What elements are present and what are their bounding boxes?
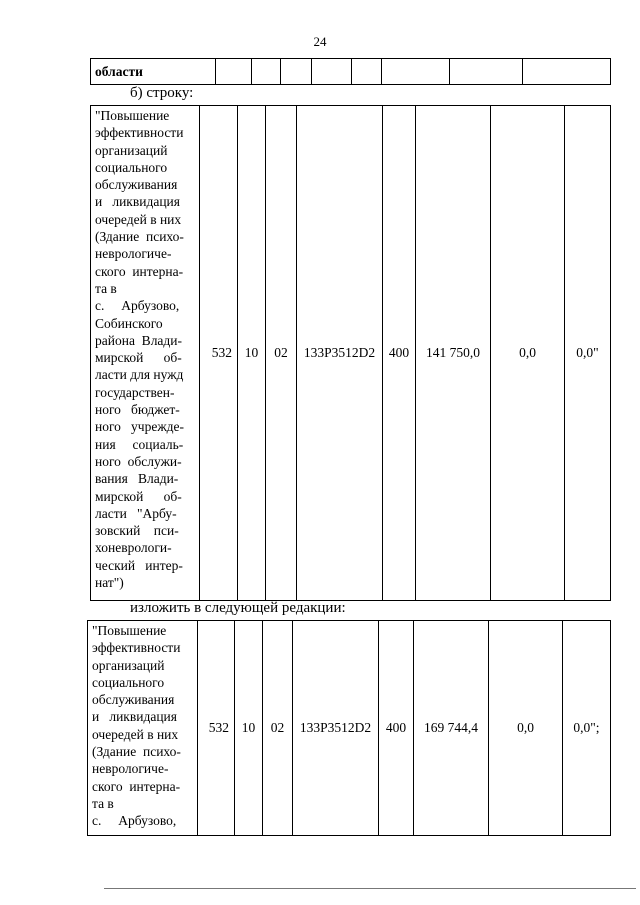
budget-table-header-fragment: [90, 58, 611, 85]
caption-row-reference: б) строку:: [130, 85, 194, 101]
page-number: 24: [313, 34, 327, 49]
description-line: ласти "Арбу-: [95, 505, 177, 521]
description-line: социального: [92, 674, 165, 690]
description-line: организаций: [92, 657, 165, 673]
empty-cell: [216, 59, 252, 85]
row-label: области: [91, 59, 216, 85]
description-line: хоневрологи-: [95, 540, 172, 556]
empty-cell: [352, 59, 382, 85]
caption-edit-instruction: изложить в следующей редакции:: [130, 600, 346, 616]
description-line: ния социаль-: [95, 436, 184, 452]
description-line: обслуживания: [95, 177, 178, 193]
target-article-cell: 133Р3512D2: [293, 621, 379, 836]
description-line: та в: [95, 280, 117, 296]
row-description: [91, 106, 200, 601]
table-row: [91, 106, 611, 601]
subsection-code-cell: 02: [266, 106, 297, 601]
amount-2-cell: 0,0: [489, 621, 563, 836]
description-line: неврологиче-: [95, 246, 172, 262]
description-line: государствен-: [95, 384, 175, 400]
target-article-cell: 133Р3512D2: [297, 106, 383, 601]
description-line: района Влади-: [95, 332, 183, 348]
description-line: ного учрежде-: [95, 419, 185, 435]
description-line: ческий интер-: [95, 557, 183, 573]
empty-cell: [252, 59, 281, 85]
empty-cell: [312, 59, 352, 85]
budget-table-old-row: [90, 105, 611, 601]
description-line: ского интерна-: [95, 263, 184, 279]
row-description: [88, 621, 198, 836]
description-line: ного бюджет-: [95, 402, 180, 418]
amount-3-cell: 0,0": [565, 106, 611, 601]
description-line: эффективности: [92, 640, 181, 656]
ministry-code-cell: 532: [198, 621, 235, 836]
description-line: "Повышение: [92, 623, 167, 638]
description-line: неврологиче-: [92, 761, 169, 777]
description-line: ного обслужи-: [95, 453, 182, 469]
description-line: ласти для нужд: [95, 367, 184, 383]
description-line: мирской об-: [95, 350, 182, 366]
description-line: с. Арбузово,: [92, 813, 177, 829]
empty-cell: [450, 59, 523, 85]
expense-type-cell: 400: [379, 621, 414, 836]
description-line: обслуживания: [92, 692, 175, 708]
description-line: зовский пси-: [95, 523, 179, 539]
description-line: Собинского: [95, 315, 163, 331]
description-line: очередей в них: [92, 726, 179, 742]
expense-type-cell: 400: [383, 106, 416, 601]
description-line: нат"): [95, 575, 124, 591]
description-line: очередей в них: [95, 211, 182, 227]
description-line: с. Арбузово,: [95, 298, 180, 314]
amount-2-cell: 0,0: [491, 106, 565, 601]
empty-cell: [281, 59, 312, 85]
table-row: [91, 59, 611, 85]
description-line: "Повышение: [95, 108, 170, 123]
description-line: эффективности: [95, 125, 184, 141]
subsection-code-cell: 02: [263, 621, 293, 836]
description-line: (Здание психо-: [95, 229, 184, 245]
budget-table-new-row: [87, 620, 611, 836]
empty-cell: [382, 59, 450, 85]
description-line: ского интерна-: [92, 778, 181, 794]
description-line: мирской об-: [95, 488, 182, 504]
amount-1-cell: 141 750,0: [416, 106, 491, 601]
amount-3-cell: 0,0";: [563, 621, 611, 836]
description-line: вания Влади-: [95, 471, 179, 487]
section-code-cell: 10: [238, 106, 266, 601]
description-line: и ликвидация: [95, 194, 180, 210]
description-line: та в: [92, 795, 114, 811]
table-row: [88, 621, 611, 836]
section-code-cell: 10: [235, 621, 263, 836]
description-line: (Здание психо-: [92, 744, 181, 760]
empty-cell: [523, 59, 611, 85]
ministry-code-cell: 532: [200, 106, 238, 601]
amount-1-cell: 169 744,4: [414, 621, 489, 836]
description-line: и ликвидация: [92, 709, 177, 725]
footer-rule: [104, 888, 636, 889]
description-line: социального: [95, 159, 168, 175]
description-line: организаций: [95, 142, 168, 158]
